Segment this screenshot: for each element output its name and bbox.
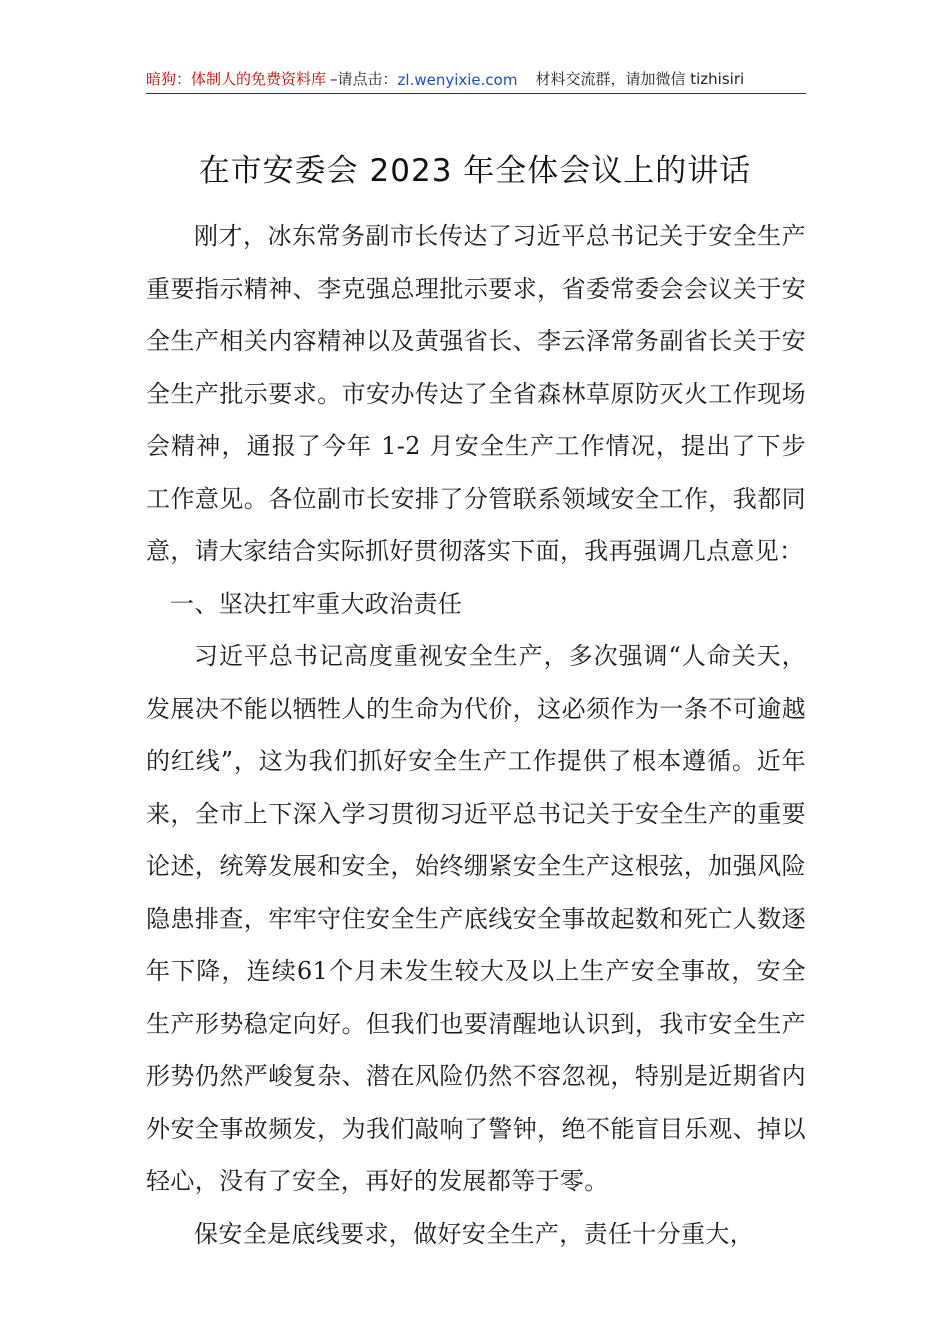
paragraph-intro: 刚才，冰东常务副市长传达了习近平总书记关于安全生产重要指示精神、李克强总理批示要求，省委常委会会议关于安全生产相关内容精神以及黄强省长、李云泽常务副省长关于安全生产批示要求。市安办传达了全省森林草原防灭火工作现场会精神，通报了今年 1-2 月安全生产工作情况，提出了下步工作意见。各位副市长安排了分管联系领域安全工作，我都同意，请大家结合实际抓好贯彻落实下面，我再强调几点意见： [146,222,806,565]
document-body [146,210,806,1260]
page-header [146,62,806,94]
header-cta: –请点击： [330,70,398,88]
document-title: 在市安委会 2023 年全体会议上的讲话 [198,152,752,189]
header-group-note: 材料交流群，请加微信 tizhisiri [535,70,745,88]
header-link[interactable]: zl.wenyixie.com [397,71,518,89]
section-heading: 一、坚决扛牢重大政治责任 [170,589,463,618]
paragraph-continued: 保安全是底线要求，做好安全生产，责任十分重大， [194,1219,755,1248]
header-brand: 暗狗：体制人的免费资料库 [146,70,327,88]
paragraph-section-one: 习近平总书记高度重视安全生产，多次强调“人命关天，发展决不能以牺牲人的生命为代价，这必须作为一条不可逾越的红线”，这为我们抓好安全生产工作提供了根本遵循。近年来，全市上下深入学习贯彻习近平总书记关于安全生产的重要论述，统筹发展和安全，始终绷紧安全生产这根弦，加强风险隐患排查，牢牢守住安全生产底线安全事故起数和死亡人数逐年下降，连续61个月未发生较大及以上生产安全事故，安全生产形势稳定向好。但我们也要清醒地认识到，我市安全生产形势仍然严峻复杂、潜在风险仍然不容忽视，特别是近期省内外安全事故频发，为我们敲响了警钟，绝不能盲目乐观、掉以轻心，没有了安全，再好的发展都等于零。 [146,642,806,1195]
